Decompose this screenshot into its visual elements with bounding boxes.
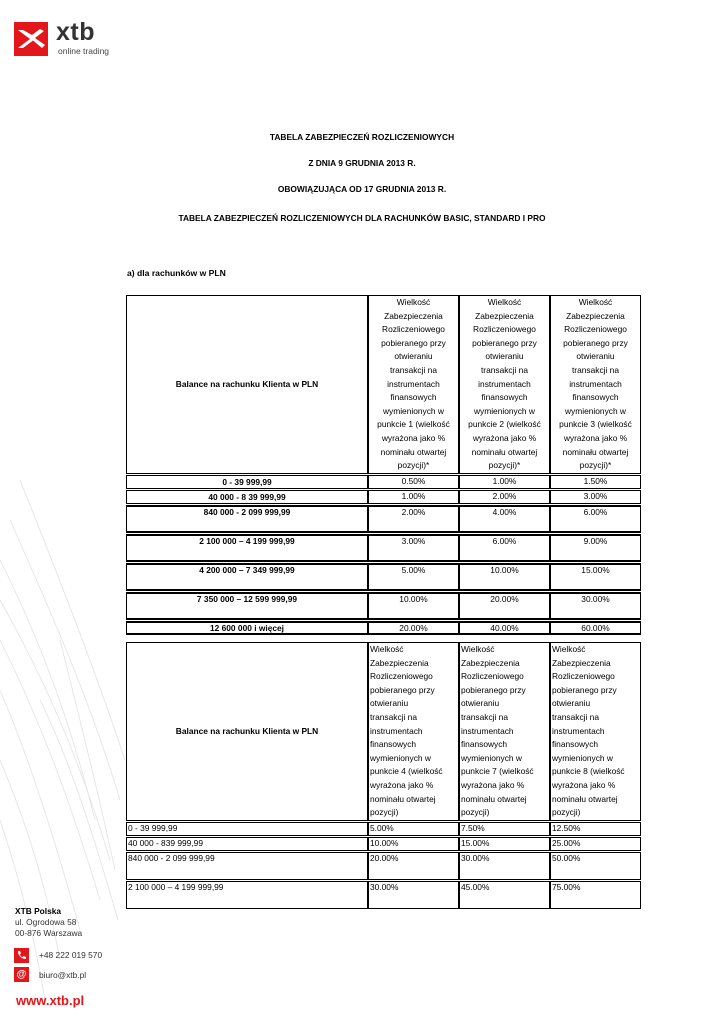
margin-value: 1.50%	[550, 475, 641, 489]
table-row	[126, 621, 641, 635]
phone-number[interactable]: +48 222 019 570	[39, 950, 103, 960]
balance-range: 2 100 000 – 4 199 999,99	[126, 534, 368, 562]
margin-value: 30.00%	[368, 881, 459, 909]
table-header-row	[126, 295, 641, 474]
table-row	[126, 837, 641, 851]
effective-date: OBOWIĄZUJĄCA OD 17 GRUDNIA 2013 R.	[277, 184, 447, 194]
margin-value: 10.00%	[368, 592, 459, 620]
balance-range: 0 - 39 999,99	[126, 822, 368, 836]
table-row	[126, 592, 641, 620]
margin-value: 1.00%	[368, 490, 459, 504]
column-header: Wielkość Zabezpieczenia Rozliczeniowego pobieranego przy otwieraniu transakcji na instrumentach finansowych wymienionych w punkcie 4 (wielkość wyrażona jako % nominału otwartej pozycji)	[368, 642, 459, 821]
margin-value: 7.50%	[459, 822, 550, 836]
margin-value: 30.00%	[459, 852, 550, 880]
column-header: Wielkość Zabezpieczenia Rozliczeniowego pobieranego przy otwieraniu transakcji na instrumentach finansowych wymienionych w punkcie 1 (wielkość wyrażona jako % nominału otwartej pozycji)*	[368, 295, 459, 474]
x-mark-icon	[14, 22, 48, 56]
document-title: TABELA ZABEZPIECZEŃ ROZLICZENIOWYCH	[269, 132, 455, 142]
margin-value: 1.00%	[459, 475, 550, 489]
phone-icon	[14, 948, 29, 963]
table-row	[126, 475, 641, 489]
margin-value: 4.00%	[459, 505, 550, 533]
table-heading: TABELA ZABEZPIECZEŃ ROZLICZENIOWYCH DLA RACHUNKÓW BASIC, STANDARD I PRO	[178, 213, 546, 223]
table-row	[126, 534, 641, 562]
table-row	[126, 490, 641, 504]
at-sign-icon: @	[14, 967, 29, 982]
logo-tagline: online trading	[58, 46, 110, 56]
balance-header: Balance na rachunku Klienta w PLN	[126, 642, 368, 821]
margin-value: 2.00%	[459, 490, 550, 504]
margin-value: 5.00%	[368, 563, 459, 591]
column-header: Wielkość Zabezpieczenia Rozliczeniowego pobieranego przy otwieraniu transakcji na instrumentach finansowych wymienionych w punkcie 8 (wielkość wyrażona jako % nominału otwartej pozycji)	[550, 642, 641, 821]
margin-table-2	[126, 641, 641, 910]
column-header: Wielkość Zabezpieczenia Rozliczeniowego pobieranego przy otwieraniu transakcji na instrumentach finansowych wymienionych w punkcie 7 (wielkość wyrażona jako % nominału otwartej pozycji)	[459, 642, 550, 821]
margin-value: 6.00%	[459, 534, 550, 562]
section-title: a) dla rachunków w PLN	[127, 268, 226, 278]
balance-range: 40 000 - 839 999,99	[126, 837, 368, 851]
margin-value: 20.00%	[459, 592, 550, 620]
website-link[interactable]: www.xtb.pl	[16, 993, 85, 1008]
margin-value: 60.00%	[550, 621, 641, 635]
margin-value: 10.00%	[459, 563, 550, 591]
margin-value: 30.00%	[550, 592, 641, 620]
column-header: Wielkość Zabezpieczenia Rozliczeniowego pobieranego przy otwieraniu transakcji na instrumentach finansowych wymienionych w punkcie 2 (wielkość wyrażona jako % nominału otwartej pozycji)*	[459, 295, 550, 474]
margin-value: 15.00%	[550, 563, 641, 591]
balance-range: 4 200 000 – 7 349 999,99	[126, 563, 368, 591]
document-date: Z DNIA 9 GRUDNIA 2013 R.	[308, 158, 416, 168]
margin-value: 2.00%	[368, 505, 459, 533]
city-address: 00-876 Warszawa	[15, 928, 83, 938]
balance-range: 840 000 - 2 099 999,99	[126, 505, 368, 533]
table-row	[126, 563, 641, 591]
margin-value: 3.00%	[368, 534, 459, 562]
margin-value: 25.00%	[550, 837, 641, 851]
margin-value: 15.00%	[459, 837, 550, 851]
margin-value: 3.00%	[550, 490, 641, 504]
table-row	[126, 505, 641, 533]
margin-value: 5.00%	[368, 822, 459, 836]
balance-header: Balance na rachunku Klienta w PLN	[126, 295, 368, 474]
margin-value: 20.00%	[368, 621, 459, 635]
margin-value: 10.00%	[368, 837, 459, 851]
table-header-row	[126, 642, 641, 821]
margin-value: 6.00%	[550, 505, 641, 533]
table-row	[126, 822, 641, 836]
company-address	[15, 906, 82, 939]
table-row	[126, 881, 641, 909]
margin-table-1	[126, 294, 641, 636]
street-address: ul. Ogrodowa 58	[15, 917, 77, 927]
balance-range: 40 000 - 8 39 999,99	[126, 490, 368, 504]
margin-value: 9.00%	[550, 534, 641, 562]
company-name: XTB Polska	[15, 906, 62, 916]
balance-range: 0 - 39 999,99	[126, 475, 368, 489]
margin-value: 50.00%	[550, 852, 641, 880]
xtb-logo	[14, 18, 114, 62]
balance-range: 840 000 - 2 099 999,99	[126, 852, 368, 880]
margin-value: 20.00%	[368, 852, 459, 880]
table-row	[126, 852, 641, 880]
margin-value: 45.00%	[459, 881, 550, 909]
column-header: Wielkość Zabezpieczenia Rozliczeniowego pobieranego przy otwieraniu transakcji na instrumentach finansowych wymienionych w punkcie 3 (wielkość wyrażona jako % nominału otwartej pozycji)*	[550, 295, 641, 474]
email-link[interactable]: biuro@xtb.pl	[39, 970, 87, 980]
margin-value: 40.00%	[459, 621, 550, 635]
balance-range: 12 600 000 i więcej	[126, 621, 368, 635]
balance-range: 7 350 000 – 12 599 999,99	[126, 592, 368, 620]
margin-value: 12.50%	[550, 822, 641, 836]
logo-wordmark: xtb	[56, 18, 95, 46]
margin-value: 75.00%	[550, 881, 641, 909]
balance-range: 2 100 000 – 4 199 999,99	[126, 881, 368, 909]
margin-value: 0.50%	[368, 475, 459, 489]
